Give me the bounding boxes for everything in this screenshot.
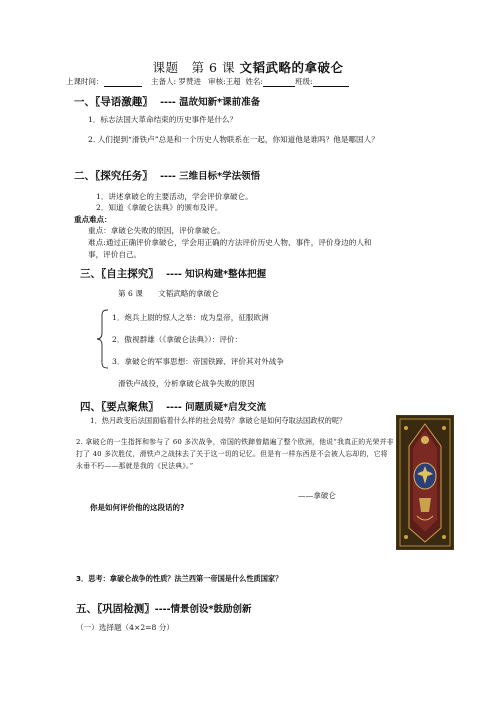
- title-main: 文韬武略的拿破仑: [239, 60, 344, 75]
- question-2-prompt: 你是如何评价他的这段话的?: [90, 503, 185, 512]
- name-blank[interactable]: [263, 78, 295, 87]
- outline-item-2: 2．傲视群雄（《拿破仑法典》）：评价：: [112, 335, 243, 344]
- section4-heading: 四、〖要点聚焦〗 ---- 问题质疑*启发交流: [80, 401, 267, 413]
- outline-item-1: 1．炮兵上尉的惊人之举：成为皇帝，征服欧洲: [112, 313, 269, 322]
- question-1: 1．热月政变后法国面临着什么样的社会局势？拿破仑是如何夺取法国政权的呢？: [90, 416, 347, 425]
- section3-heading: 三、〖自主探究〗 ---- 知识构建*整体把握: [80, 268, 267, 280]
- quote-text: 2. 拿破仑的一生指挥和参与了 60 多次战争，帝国的铁蹄曾踏遍了整个欧洲，他说“我真正的光荣并非打了 40 多次胜仗，滑铁卢之战抹去了关于这一切的记忆。但是有一样东西是不会被人忘却的，它将永垂不朽——那就是我的《民法典》。”: [76, 438, 394, 470]
- key-difficulty-label: 重点难点：: [74, 215, 112, 224]
- outline-item-4: 滑铁卢战役，分析拿破仑战争失败的原因: [118, 379, 255, 388]
- section5-heading: 五、〖巩固检测〗----情景创设*鼓励创新: [76, 603, 252, 615]
- question-3: 3．思考：拿破仑战争的性质？法兰西第一帝国是什么性质国家？: [76, 574, 283, 583]
- difficulty-line-2: 事，评价自己。: [88, 250, 142, 259]
- coat-of-arms-icon: [397, 416, 453, 549]
- class-label: 班级:: [294, 77, 313, 86]
- class-blank[interactable]: [313, 78, 349, 87]
- time-label: 上课时间：: [66, 77, 104, 86]
- outline-item-3: 3．拿破仑的军事思想：帝国铁蹄、评价其对外战争: [112, 357, 284, 366]
- section2-heading: 二、〖探究任务〗 ---- 三维目标*学法领悟: [74, 170, 261, 182]
- key-point: 重点：拿破仑失败的原因，评价拿破仑。: [88, 226, 225, 235]
- difficulty-line-1: 难点:通过正确评价拿破仑，学会用正确的方法评价历史人物、事件，评价身边的人和: [88, 238, 372, 247]
- preparer: 主备人: 罗赞进: [151, 77, 201, 86]
- imperial-coat-of-arms-image: [396, 415, 454, 550]
- lesson-title: [0, 58, 496, 76]
- section1-item-2: 2. 人们提到“滑铁卢”总是和一个历史人物联系在一起，你知道他是谁吗？他是哪国人？: [88, 135, 379, 144]
- meta-line: [66, 76, 349, 87]
- section1-heading: 一、〖导语激趣〗 ---- 温故知新*课前准备: [74, 96, 261, 108]
- outline-brace: [96, 309, 110, 369]
- quote-author: ——拿破仑: [298, 491, 336, 500]
- lesson-line: 第 6 课 文韬武略的拿破仑: [118, 289, 219, 298]
- section2-item-2: 2．知道《拿破仑法典》的颁布及评。: [96, 203, 223, 212]
- section1-item-1: 1．标志法国大革命结束的历史事件是什么？: [88, 115, 238, 124]
- name-label: 姓名:: [245, 77, 263, 86]
- title-prefix: 课题 第 6 课: [152, 60, 235, 75]
- section5-subheading: （一）选择题（4×2=8 分）: [76, 623, 174, 632]
- time-blank[interactable]: [104, 78, 142, 87]
- reviewer: 审核:王超: [208, 77, 241, 86]
- section2-item-1: 1．讲述拿破仑的主要活动，学会评价拿破仑。: [96, 192, 253, 201]
